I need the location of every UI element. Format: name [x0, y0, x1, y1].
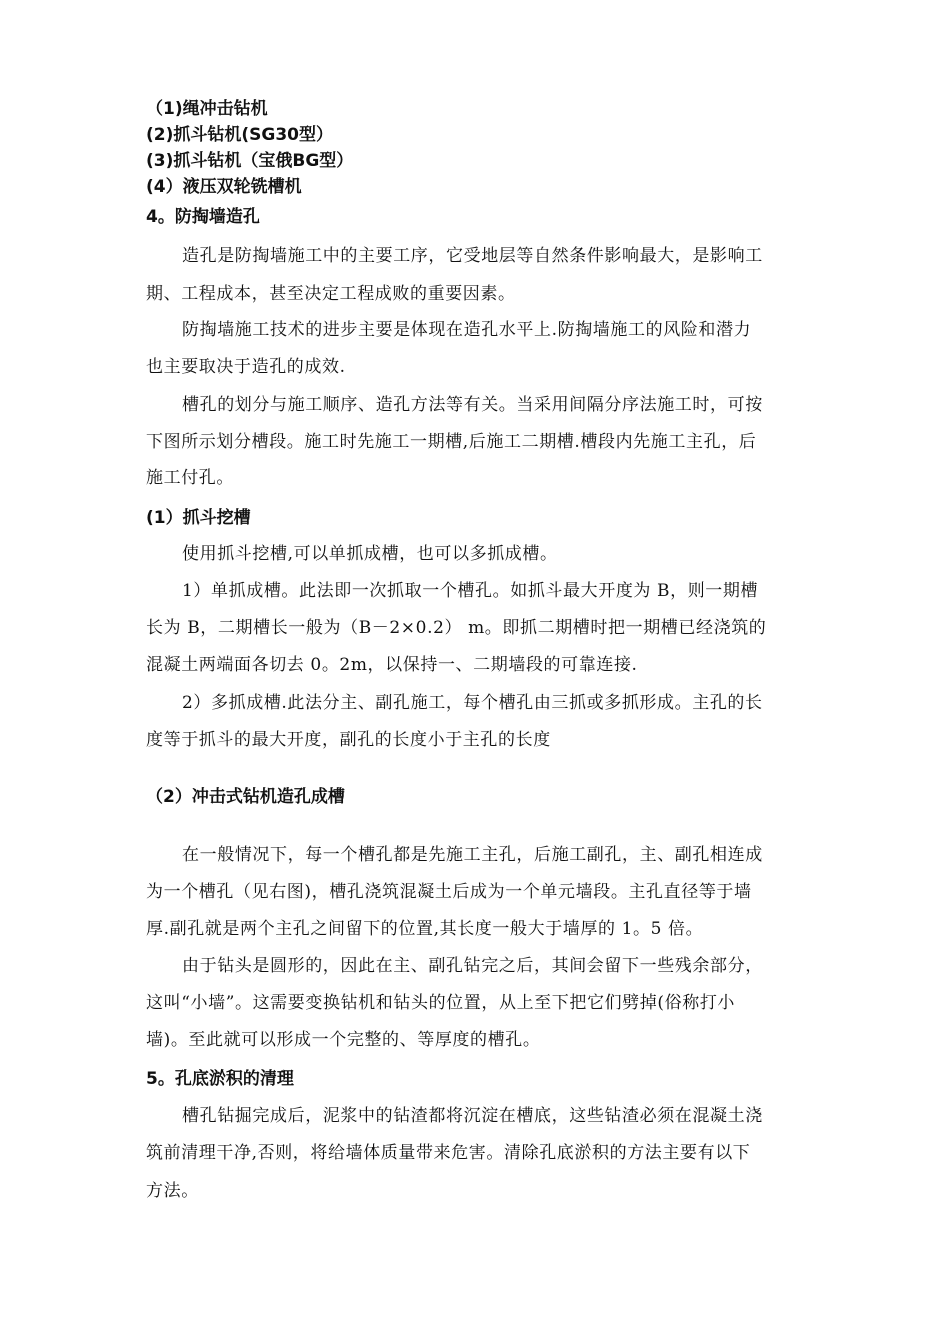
paragraph-line: 防掏墙施工技术的进步主要是体现在造孔水平上.防掏墙施工的风险和潜力 [182, 320, 752, 340]
paragraph-line: 厚.副孔就是两个主孔之间留下的位置,其长度一般大于墙厚的 1。5 倍。 [146, 919, 704, 939]
paragraph-line: 墙)。至此就可以形成一个完整的、等厚度的槽孔。 [146, 1030, 541, 1050]
paragraph-line: 这叫“小墙”。这需要变换钻机和钻头的位置，从上至下把它们劈掉(俗称打小 [146, 993, 736, 1013]
paragraph-line: 由于钻头是圆形的，因此在主、副孔钻完之后，其间会留下一些残余部分， [182, 956, 763, 976]
paragraph-line: 度等于抓斗的最大开度，副孔的长度小于主孔的长度 [146, 730, 551, 750]
paragraph-line: 槽孔钻掘完成后，泥浆中的钻渣都将沉淀在槽底，这些钻渣必须在混凝土浇 [182, 1106, 763, 1126]
paragraph-line: 2）多抓成槽.此法分主、副孔施工，每个槽孔由三抓或多抓形成。主孔的长 [182, 693, 763, 713]
paragraph-line: 1）单抓成槽。此法即一次抓取一个槽孔。如抓斗最大开度为 B，则一期槽 [182, 581, 759, 601]
paragraph-line: 长为 B，二期槽长一般为（B－2×0.2） m。即抓二期槽时把一期槽已经浇筑的 [146, 618, 767, 638]
list-item: (3)抓斗钻机（宝俄BG型） [146, 151, 354, 171]
paragraph-line: 为一个槽孔（见右图)，槽孔浇筑混凝土后成为一个单元墙段。主孔直径等于墙 [146, 882, 752, 902]
paragraph-line: 施工付孔。 [146, 468, 234, 488]
paragraph-line: 混凝土两端面各切去 0。2m，以保持一、二期墙段的可靠连接. [146, 655, 638, 675]
paragraph-line: 在一般情况下，每一个槽孔都是先施工主孔，后施工副孔，主、副孔相连成 [182, 845, 763, 865]
subsection-heading: (1）抓斗挖槽 [146, 508, 251, 528]
paragraph-line: 使用抓斗挖槽,可以单抓成槽，也可以多抓成槽。 [182, 544, 558, 564]
section-heading: 5。孔底淤积的清理 [146, 1069, 294, 1089]
paragraph-line: 筑前清理干净,否则，将给墙体质量带来危害。清除孔底淤积的方法主要有以下 [146, 1143, 751, 1163]
list-item: （1)绳冲击钻机 [146, 99, 268, 119]
list-item: (2)抓斗钻机(SG30型） [146, 125, 333, 145]
paragraph-line: 槽孔的划分与施工顺序、造孔方法等有关。当采用间隔分序法施工时，可按 [182, 395, 763, 415]
paragraph-line: 造孔是防掏墙施工中的主要工序，它受地层等自然条件影响最大，是影响工 [182, 246, 763, 266]
paragraph-line: 方法。 [146, 1181, 199, 1201]
subsection-heading: （2）冲击式钻机造孔成槽 [146, 787, 345, 807]
paragraph-line: 也主要取决于造孔的成效. [146, 357, 346, 377]
section-heading: 4。防掏墙造孔 [146, 207, 260, 227]
paragraph-line: 下图所示划分槽段。施工时先施工一期槽,后施工二期槽.槽段内先施工主孔，后 [146, 432, 757, 452]
paragraph-line: 期、工程成本，甚至决定工程成败的重要因素。 [146, 284, 516, 304]
list-item: (4）液压双轮铣槽机 [146, 177, 302, 197]
